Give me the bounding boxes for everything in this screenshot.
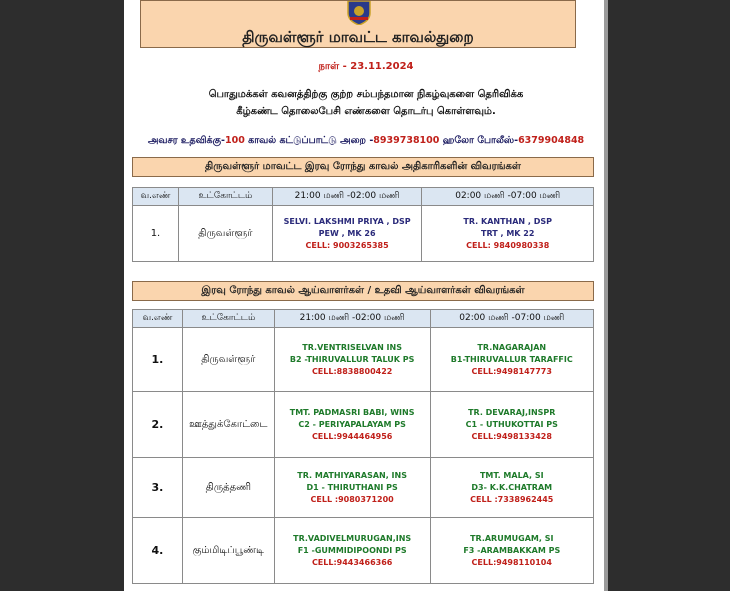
row-serial: 3.	[133, 458, 183, 518]
notice-line-2: கீழ்கண்ட தொலைபேசி எண்களை தொடர்பு கொள்ளவும்.	[236, 106, 496, 117]
shift-2-officer	[422, 206, 594, 262]
header-subdivision: உட்கோட்டம்	[182, 310, 274, 328]
police-emblem-icon	[344, 1, 374, 25]
emergency-number: 100	[224, 135, 245, 146]
header-banner	[140, 0, 576, 48]
officer-cell: CELL:9498133428	[471, 431, 552, 441]
officer-unit: F3 -ARAMBAKKAM PS	[463, 545, 561, 555]
officer-unit: F1 -GUMMIDIPOONDI PS	[297, 545, 407, 555]
district-police-title: திருவள்ளூர் மாவட்ட காவல்துறை	[242, 28, 474, 46]
row-subdivision: திருவள்ளூர்	[178, 206, 272, 262]
officer-unit: D3- K.K.CHATRAM	[471, 482, 553, 492]
officer-cell: CELL :7338962445	[470, 494, 554, 504]
table-row	[133, 206, 594, 262]
table-row	[133, 458, 594, 518]
document-page	[124, 0, 608, 591]
emergency-contacts	[130, 135, 602, 147]
header-shift-2: 02:00 மணி -07:00 மணி	[422, 188, 594, 206]
shift-1-officer	[272, 206, 422, 262]
officer-name: TR. MATHIYARASAN, INS	[297, 470, 407, 480]
shift-2-officer	[430, 392, 593, 458]
officer-cell: CELL: 9003265385	[305, 240, 389, 250]
page-edge-shadow	[604, 0, 608, 591]
row-subdivision: ஊத்துக்கோட்டை	[182, 392, 274, 458]
header-shift-1: 21:00 மணி -02:00 மணி	[274, 310, 430, 328]
officer-name: SELVI. LAKSHMI PRIYA , DSP	[283, 216, 411, 226]
officer-unit: D1 - THIRUTHANI PS	[306, 482, 398, 492]
row-serial: 1.	[133, 206, 179, 262]
viewer-background-left	[0, 0, 124, 591]
officer-unit: B2 -THIRUVALLUR TALUK PS	[289, 354, 415, 364]
public-notice	[144, 86, 588, 120]
officer-name: TR.ARUMUGAM, SI	[470, 533, 554, 543]
table-row	[133, 392, 594, 458]
officer-unit: TRT , MK 22	[481, 228, 535, 238]
officer-cell: CELL: 9840980338	[466, 240, 550, 250]
officer-cell: CELL:9498110104	[471, 557, 552, 567]
table-header-row	[133, 310, 594, 328]
officer-cell: CELL:9443466366	[311, 557, 393, 567]
shift-2-officer	[430, 328, 593, 392]
header-shift-1: 21:00 மணி -02:00 மணி	[272, 188, 422, 206]
hello-police-label: ஹலோ போலீஸ்-	[439, 135, 519, 146]
officer-name: TR. KANTHAN , DSP	[463, 216, 552, 226]
control-room-number: 8939738100	[373, 135, 440, 146]
header-serial: வ.எண்	[133, 310, 183, 328]
officer-name: TR.NAGARAJAN	[477, 342, 547, 352]
section-title-officers: திருவள்ளூர் மாவட்ட இரவு ரோந்து காவல் அதிகாரிகளின் விவரங்கள்	[132, 157, 594, 177]
officer-unit: B1-THIRUVALLUR TARAFFIC	[450, 354, 573, 364]
officer-cell: CELL:8838800422	[311, 366, 393, 376]
header-serial: வ.எண்	[133, 188, 179, 206]
officer-cell: CELL:9944464956	[311, 431, 393, 441]
row-serial: 2.	[133, 392, 183, 458]
hello-police-number: 6379904848	[518, 135, 585, 146]
viewer-background-right	[608, 0, 730, 591]
section-title-inspectors: இரவு ரோந்து காவல் ஆய்வாளர்கள் / உதவி ஆய்வாளர்கள் விவரங்கள்	[132, 281, 594, 301]
inspectors-table	[132, 309, 594, 584]
officer-name: TR.VENTRISELVAN INS	[302, 342, 402, 352]
table-header-row	[133, 188, 594, 206]
header-shift-2: 02:00 மணி -07:00 மணி	[430, 310, 593, 328]
row-subdivision: திருவள்ளூர்	[182, 328, 274, 392]
officer-name: TR. DEVARAJ,INSPR	[468, 407, 556, 417]
row-serial: 4.	[133, 518, 183, 584]
officer-name: TMT. MALA, SI	[479, 470, 544, 480]
shift-2-officer	[430, 458, 593, 518]
shift-2-officer	[430, 518, 593, 584]
date-label: நாள் - 23.11.2024	[318, 61, 414, 72]
row-subdivision: திருத்தணி	[182, 458, 274, 518]
shift-1-officer	[274, 392, 430, 458]
officer-unit: C1 - UTHUKOTTAI PS	[465, 419, 558, 429]
officer-unit: C2 - PERIYAPALAYAM PS	[298, 419, 406, 429]
shift-1-officer	[274, 458, 430, 518]
row-subdivision: கும்மிடிப்பூண்டி	[182, 518, 274, 584]
row-serial: 1.	[133, 328, 183, 392]
officer-cell: CELL:9498147773	[471, 366, 552, 376]
header-subdivision: உட்கோட்டம்	[178, 188, 272, 206]
officer-unit: PEW , MK 26	[318, 228, 376, 238]
table-row	[133, 328, 594, 392]
notice-line-1: பொதுமக்கள் கவனத்திற்கு குற்ற சம்பந்தமான நிகழ்வுகளை தெரிவிக்க	[208, 89, 524, 100]
emergency-label: அவசர உதவிக்கு-	[147, 135, 225, 146]
shift-1-officer	[274, 328, 430, 392]
table-row	[133, 518, 594, 584]
shift-1-officer	[274, 518, 430, 584]
officers-table	[132, 187, 594, 262]
officer-cell: CELL :9080371200	[310, 494, 394, 504]
control-room-label: காவல் கட்டுப்பாட்டு அறை -	[244, 135, 374, 146]
officer-name: TMT. PADMASRI BABI, WINS	[289, 407, 415, 417]
officer-name: TR.VADIVELMURUGAN,INS	[293, 533, 412, 543]
